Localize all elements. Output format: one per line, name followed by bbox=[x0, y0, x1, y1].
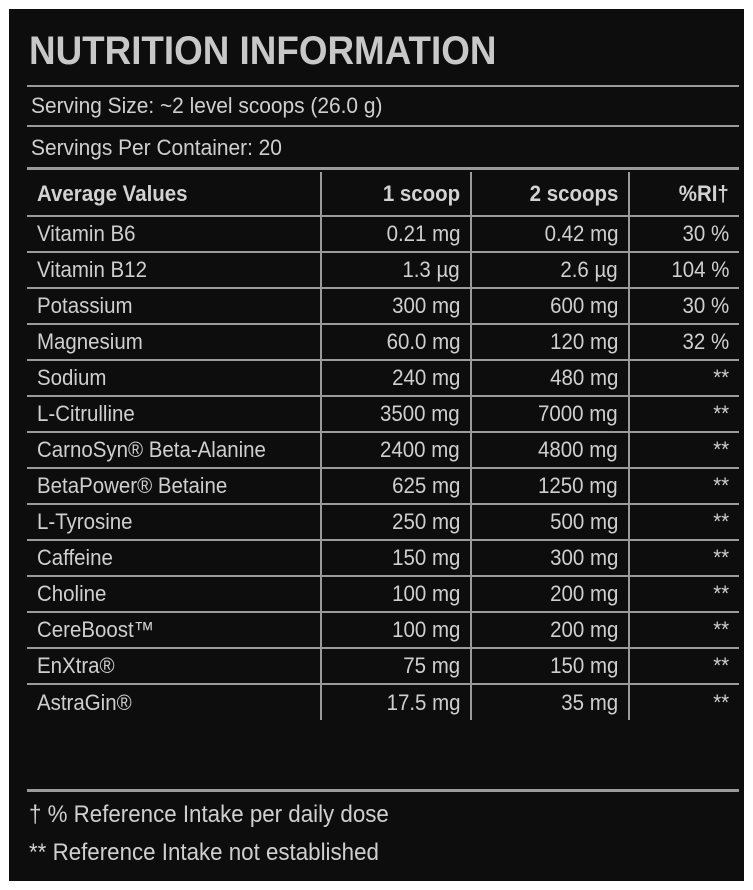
two-scoops-value: 600 mg bbox=[471, 288, 629, 324]
one-scoop-value: 2400 mg bbox=[321, 432, 471, 468]
ri-value: 104 % bbox=[629, 252, 739, 288]
one-scoop-value: 240 mg bbox=[321, 360, 471, 396]
nutrient-name: EnXtra® bbox=[27, 648, 321, 684]
nutrient-name: CarnoSyn® Beta-Alanine bbox=[27, 432, 321, 468]
nutrient-name: L-Tyrosine bbox=[27, 504, 321, 540]
ri-value: ** bbox=[629, 432, 739, 468]
nutrient-name: Sodium bbox=[27, 360, 321, 396]
table-row bbox=[27, 612, 739, 648]
servings-per-container: Servings Per Container: 20 bbox=[31, 135, 282, 160]
ri-value: ** bbox=[629, 612, 739, 648]
two-scoops-value: 300 mg bbox=[471, 540, 629, 576]
nutrient-name: CereBoost™ bbox=[27, 612, 321, 648]
one-scoop-value: 0.21 mg bbox=[321, 216, 471, 252]
ri-value: 32 % bbox=[629, 324, 739, 360]
table-top-divider bbox=[27, 167, 739, 170]
footnote-ri-dagger: † % Reference Intake per daily dose bbox=[29, 801, 389, 828]
two-scoops-value: 200 mg bbox=[471, 576, 629, 612]
ri-value: ** bbox=[629, 360, 739, 396]
table-header-row bbox=[27, 172, 739, 216]
table-row bbox=[27, 576, 739, 612]
table-row bbox=[27, 432, 739, 468]
nutrient-name: Caffeine bbox=[27, 540, 321, 576]
one-scoop-value: 17.5 mg bbox=[321, 684, 471, 720]
serving-divider bbox=[27, 125, 739, 127]
table-bottom-divider bbox=[27, 789, 739, 792]
nutrient-name: Potassium bbox=[27, 288, 321, 324]
nutrient-name: BetaPower® Betaine bbox=[27, 468, 321, 504]
nutrient-name: Choline bbox=[27, 576, 321, 612]
two-scoops-value: 200 mg bbox=[471, 612, 629, 648]
one-scoop-value: 100 mg bbox=[321, 576, 471, 612]
two-scoops-value: 120 mg bbox=[471, 324, 629, 360]
two-scoops-value: 500 mg bbox=[471, 504, 629, 540]
table-row bbox=[27, 396, 739, 432]
ri-value: ** bbox=[629, 684, 739, 720]
ri-value: ** bbox=[629, 504, 739, 540]
one-scoop-value: 150 mg bbox=[321, 540, 471, 576]
ri-value: ** bbox=[629, 396, 739, 432]
table-row bbox=[27, 216, 739, 252]
nutrient-name: AstraGin® bbox=[27, 684, 321, 720]
ri-value: ** bbox=[629, 648, 739, 684]
one-scoop-value: 3500 mg bbox=[321, 396, 471, 432]
two-scoops-value: 35 mg bbox=[471, 684, 629, 720]
table-row bbox=[27, 252, 739, 288]
table-row bbox=[27, 288, 739, 324]
one-scoop-value: 300 mg bbox=[321, 288, 471, 324]
one-scoop-value: 625 mg bbox=[321, 468, 471, 504]
nutrition-table bbox=[27, 172, 739, 720]
title-divider bbox=[27, 85, 739, 87]
nutrient-name: Vitamin B12 bbox=[27, 252, 321, 288]
two-scoops-value: 0.42 mg bbox=[471, 216, 629, 252]
table-row bbox=[27, 540, 739, 576]
two-scoops-value: 150 mg bbox=[471, 648, 629, 684]
ri-value: ** bbox=[629, 468, 739, 504]
two-scoops-value: 7000 mg bbox=[471, 396, 629, 432]
two-scoops-value: 4800 mg bbox=[471, 432, 629, 468]
nutrient-name: L-Citrulline bbox=[27, 396, 321, 432]
header-one-scoop: 1 scoop bbox=[321, 172, 471, 216]
header-average-values: Average Values bbox=[27, 172, 321, 216]
table-row bbox=[27, 684, 739, 720]
two-scoops-value: 2.6 µg bbox=[471, 252, 629, 288]
ri-value: ** bbox=[629, 576, 739, 612]
table-row bbox=[27, 468, 739, 504]
one-scoop-value: 60.0 mg bbox=[321, 324, 471, 360]
nutrition-panel bbox=[9, 9, 744, 881]
ri-value: 30 % bbox=[629, 216, 739, 252]
serving-size: Serving Size: ~2 level scoops (26.0 g) bbox=[31, 93, 383, 118]
one-scoop-value: 75 mg bbox=[321, 648, 471, 684]
two-scoops-value: 480 mg bbox=[471, 360, 629, 396]
nutrient-name: Vitamin B6 bbox=[27, 216, 321, 252]
two-scoops-value: 1250 mg bbox=[471, 468, 629, 504]
ri-value: 30 % bbox=[629, 288, 739, 324]
header-two-scoops: 2 scoops bbox=[471, 172, 629, 216]
panel-title: NUTRITION INFORMATION bbox=[29, 29, 497, 73]
table-row bbox=[27, 324, 739, 360]
one-scoop-value: 100 mg bbox=[321, 612, 471, 648]
table-row bbox=[27, 504, 739, 540]
header-ri: %RI† bbox=[629, 172, 739, 216]
table-row bbox=[27, 360, 739, 396]
nutrient-name: Magnesium bbox=[27, 324, 321, 360]
footnote-ri-not-established: ** Reference Intake not established bbox=[29, 839, 379, 866]
ri-value: ** bbox=[629, 540, 739, 576]
one-scoop-value: 250 mg bbox=[321, 504, 471, 540]
table-row bbox=[27, 648, 739, 684]
one-scoop-value: 1.3 µg bbox=[321, 252, 471, 288]
